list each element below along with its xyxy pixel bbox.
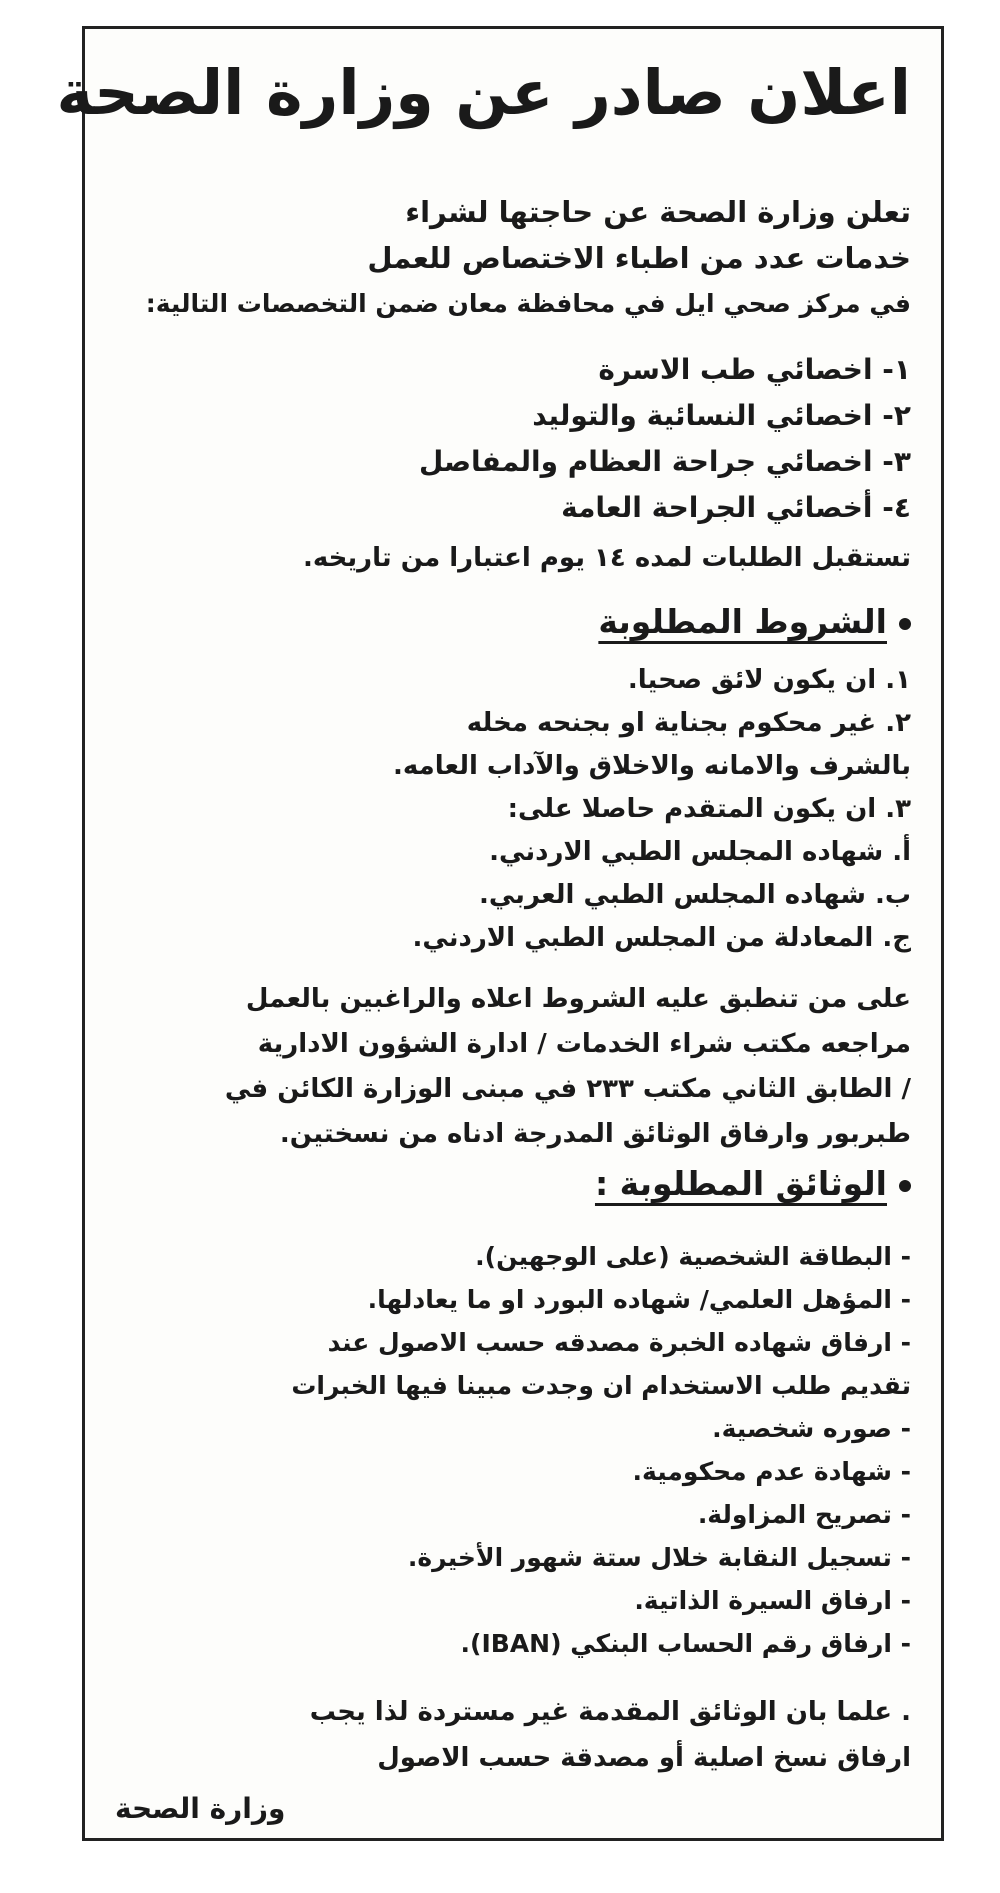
specialty-item: ٣- اخصائي جراحة العظام والمفاصل	[418, 445, 911, 478]
document-item: - تصريح المزاولة.	[697, 1500, 911, 1529]
remark-paragraph	[115, 1689, 911, 1781]
document-item: - البطاقة الشخصية (على الوجهين).	[475, 1242, 911, 1271]
documents-heading-text: الوثائق المطلوبة :	[594, 1164, 887, 1203]
receipt-note: تستقبل الطلبات لمده ١٤ يوم اعتبارا من تاريخه.	[303, 543, 911, 573]
application-paragraph	[115, 977, 911, 1157]
condition-item: ٣. ان يكون المتقدم حاصلا على:	[507, 794, 911, 824]
document-item: - ارفاق رقم الحساب البنكي (IBAN).	[460, 1629, 911, 1658]
application-line: على من تنطبق عليه الشروط اعلاه والراغبين بالعمل	[245, 984, 911, 1014]
documents-list	[115, 1235, 911, 1665]
document-item: - تسجيل النقابة خلال ستة شهور الأخيرة.	[407, 1543, 911, 1572]
bullet-icon	[899, 618, 911, 630]
specialty-item: ١- اخصائي طب الاسرة	[598, 353, 911, 386]
condition-item: ج. المعادلة من المجلس الطبي الاردني.	[412, 923, 911, 953]
document-item: - المؤهل العلمي/ شهاده البورد او ما يعادلها.	[367, 1285, 911, 1314]
document-item: - ارفاق السيرة الذاتية.	[634, 1586, 911, 1615]
intro-line: خدمات عدد من اطباء الاختصاص للعمل	[367, 241, 911, 275]
announcement-body	[56, 29, 911, 1838]
document-item: - ارفاق شهاده الخبرة مصدقه حسب الاصول عند	[327, 1328, 911, 1357]
conditions-heading	[115, 595, 911, 649]
specialty-item: ٢- اخصائي النسائية والتوليد	[532, 399, 911, 432]
condition-item: ١. ان يكون لائق صحيا.	[627, 665, 911, 695]
condition-item: أ. شهاده المجلس الطبي الاردني.	[489, 837, 911, 867]
application-line: / الطابق الثاني مكتب ٢٣٣ في مبنى الوزارة الكائن في	[224, 1074, 911, 1104]
intro-line: تعلن وزارة الصحة عن حاجتها لشراء	[405, 195, 911, 229]
application-line: طبربور وارفاق الوثائق المدرجة ادناه من نسختين.	[279, 1119, 911, 1149]
conditions-heading-text: الشروط المطلوبة	[598, 602, 887, 641]
intro-line: في مركز صحي ايل في محافظة معان ضمن التخصصات التالية:	[145, 289, 911, 318]
announcement-title: اعلان صادر عن وزارة الصحة	[56, 56, 911, 129]
specialty-item: ٤- أخصائي الجراحة العامة	[561, 491, 911, 524]
condition-item: ب. شهاده المجلس الطبي العربي.	[479, 880, 911, 910]
documents-heading	[115, 1157, 911, 1211]
remark-line: ارفاق نسخ اصلية أو مصدقة حسب الاصول	[377, 1743, 911, 1773]
document-item: تقديم طلب الاستخدام ان وجدت مبينا فيها الخبرات	[291, 1371, 911, 1400]
bullet-icon	[899, 1180, 911, 1192]
condition-item: ٢. غير محكوم بجناية او بجنحه مخله	[466, 708, 911, 738]
application-line: مراجعه مكتب شراء الخدمات / ادارة الشؤون الادارية	[257, 1029, 911, 1059]
specialties-list	[115, 347, 911, 531]
conditions-list	[115, 659, 911, 960]
condition-item: بالشرف والامانه والاخلاق والآداب العامه.	[393, 751, 911, 781]
signature-block	[115, 1787, 911, 1831]
signature-text: وزارة الصحة	[115, 1792, 286, 1825]
announcement-frame	[56, 26, 944, 1841]
intro-paragraph	[115, 189, 911, 327]
document-item: - صوره شخصية.	[712, 1414, 911, 1443]
remark-line: . علما بان الوثائق المقدمة غير مستردة لذا يجب	[309, 1697, 911, 1727]
document-item: - شهادة عدم محكومية.	[632, 1457, 911, 1486]
